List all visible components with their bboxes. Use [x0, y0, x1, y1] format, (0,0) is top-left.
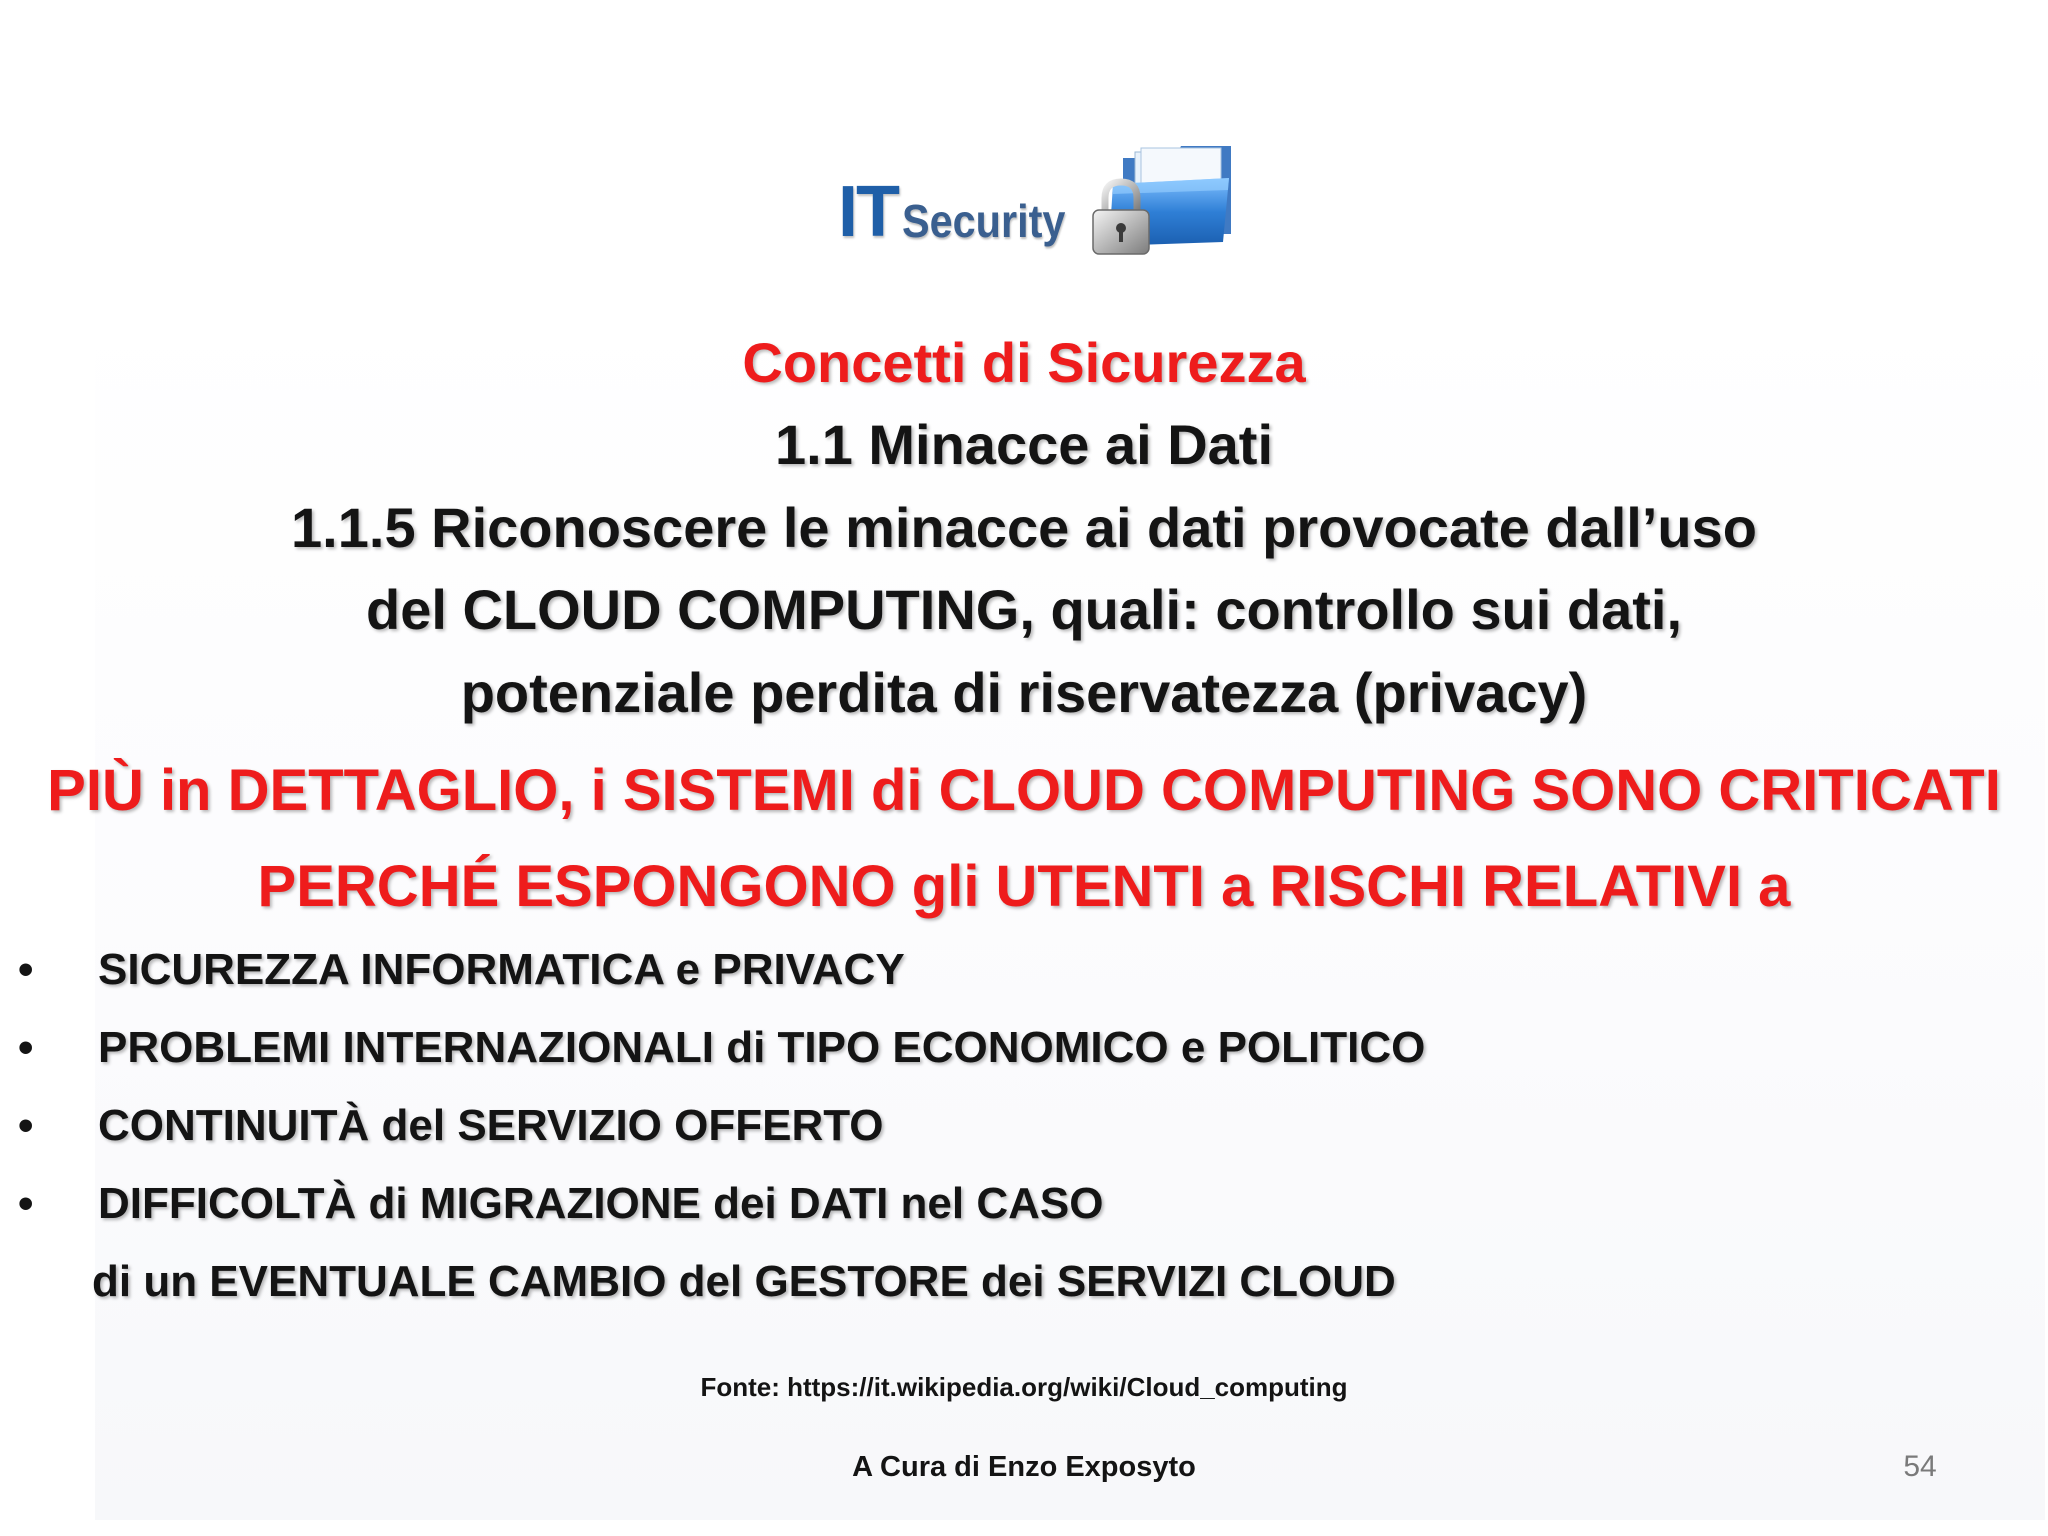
author-credit: A Cura di Enzo Exposyto: [852, 1451, 1196, 1483]
list-item-text: PROBLEMI INTERNAZIONALI di TIPO ECONOMICO e POLITICO: [98, 1023, 1426, 1072]
heading-line-1: 1.1 Minacce ai Dati: [774, 413, 1273, 476]
logo-security-text: Security: [901, 195, 1066, 247]
bullet-marker: •: [18, 1023, 34, 1072]
heading-line-4: potenziale perdita di riservatezza (privacy): [460, 661, 1588, 724]
emphasis-line-2: PERCHÉ ESPONGONO gli UTENTI a RISCHI RELATIVI a: [257, 854, 1791, 919]
source-citation: Fonte: https://it.wikipedia.org/wiki/Cloud_computing: [700, 1372, 1348, 1402]
slide-title: Concetti di Sicurezza: [742, 331, 1306, 394]
bullet-marker: •: [18, 945, 34, 994]
heading-line-3: del CLOUD COMPUTING, quali: controllo sui dati,: [366, 578, 1682, 641]
list-item-text: DIFFICOLTÀ di MIGRAZIONE dei DATI nel CASO: [98, 1179, 1104, 1228]
bullet-marker: •: [18, 1179, 34, 1228]
bullet-marker: •: [18, 1101, 34, 1150]
logo-text: [838, 148, 1084, 252]
emphasis-line-1: PIÙ in DETTAGLIO, i SISTEMI di CLOUD COMPUTING SONO CRITICATI: [47, 758, 2001, 823]
heading-line-2: 1.1.5 Riconoscere le minacce ai dati provocate dall’uso: [291, 496, 1757, 559]
list-item-continuation: di un EVENTUALE CAMBIO del GESTORE dei SERVIZI CLOUD: [92, 1257, 1396, 1306]
it-security-logo: [838, 138, 1228, 258]
logo-it-text: IT: [838, 172, 898, 252]
list-item-text: SICUREZZA INFORMATICA e PRIVACY: [98, 945, 905, 994]
page-number: 54: [1903, 1450, 1937, 1483]
folder-padlock-icon: [1083, 138, 1233, 258]
list-item-text: CONTINUITÀ del SERVIZIO OFFERTO: [98, 1101, 884, 1150]
